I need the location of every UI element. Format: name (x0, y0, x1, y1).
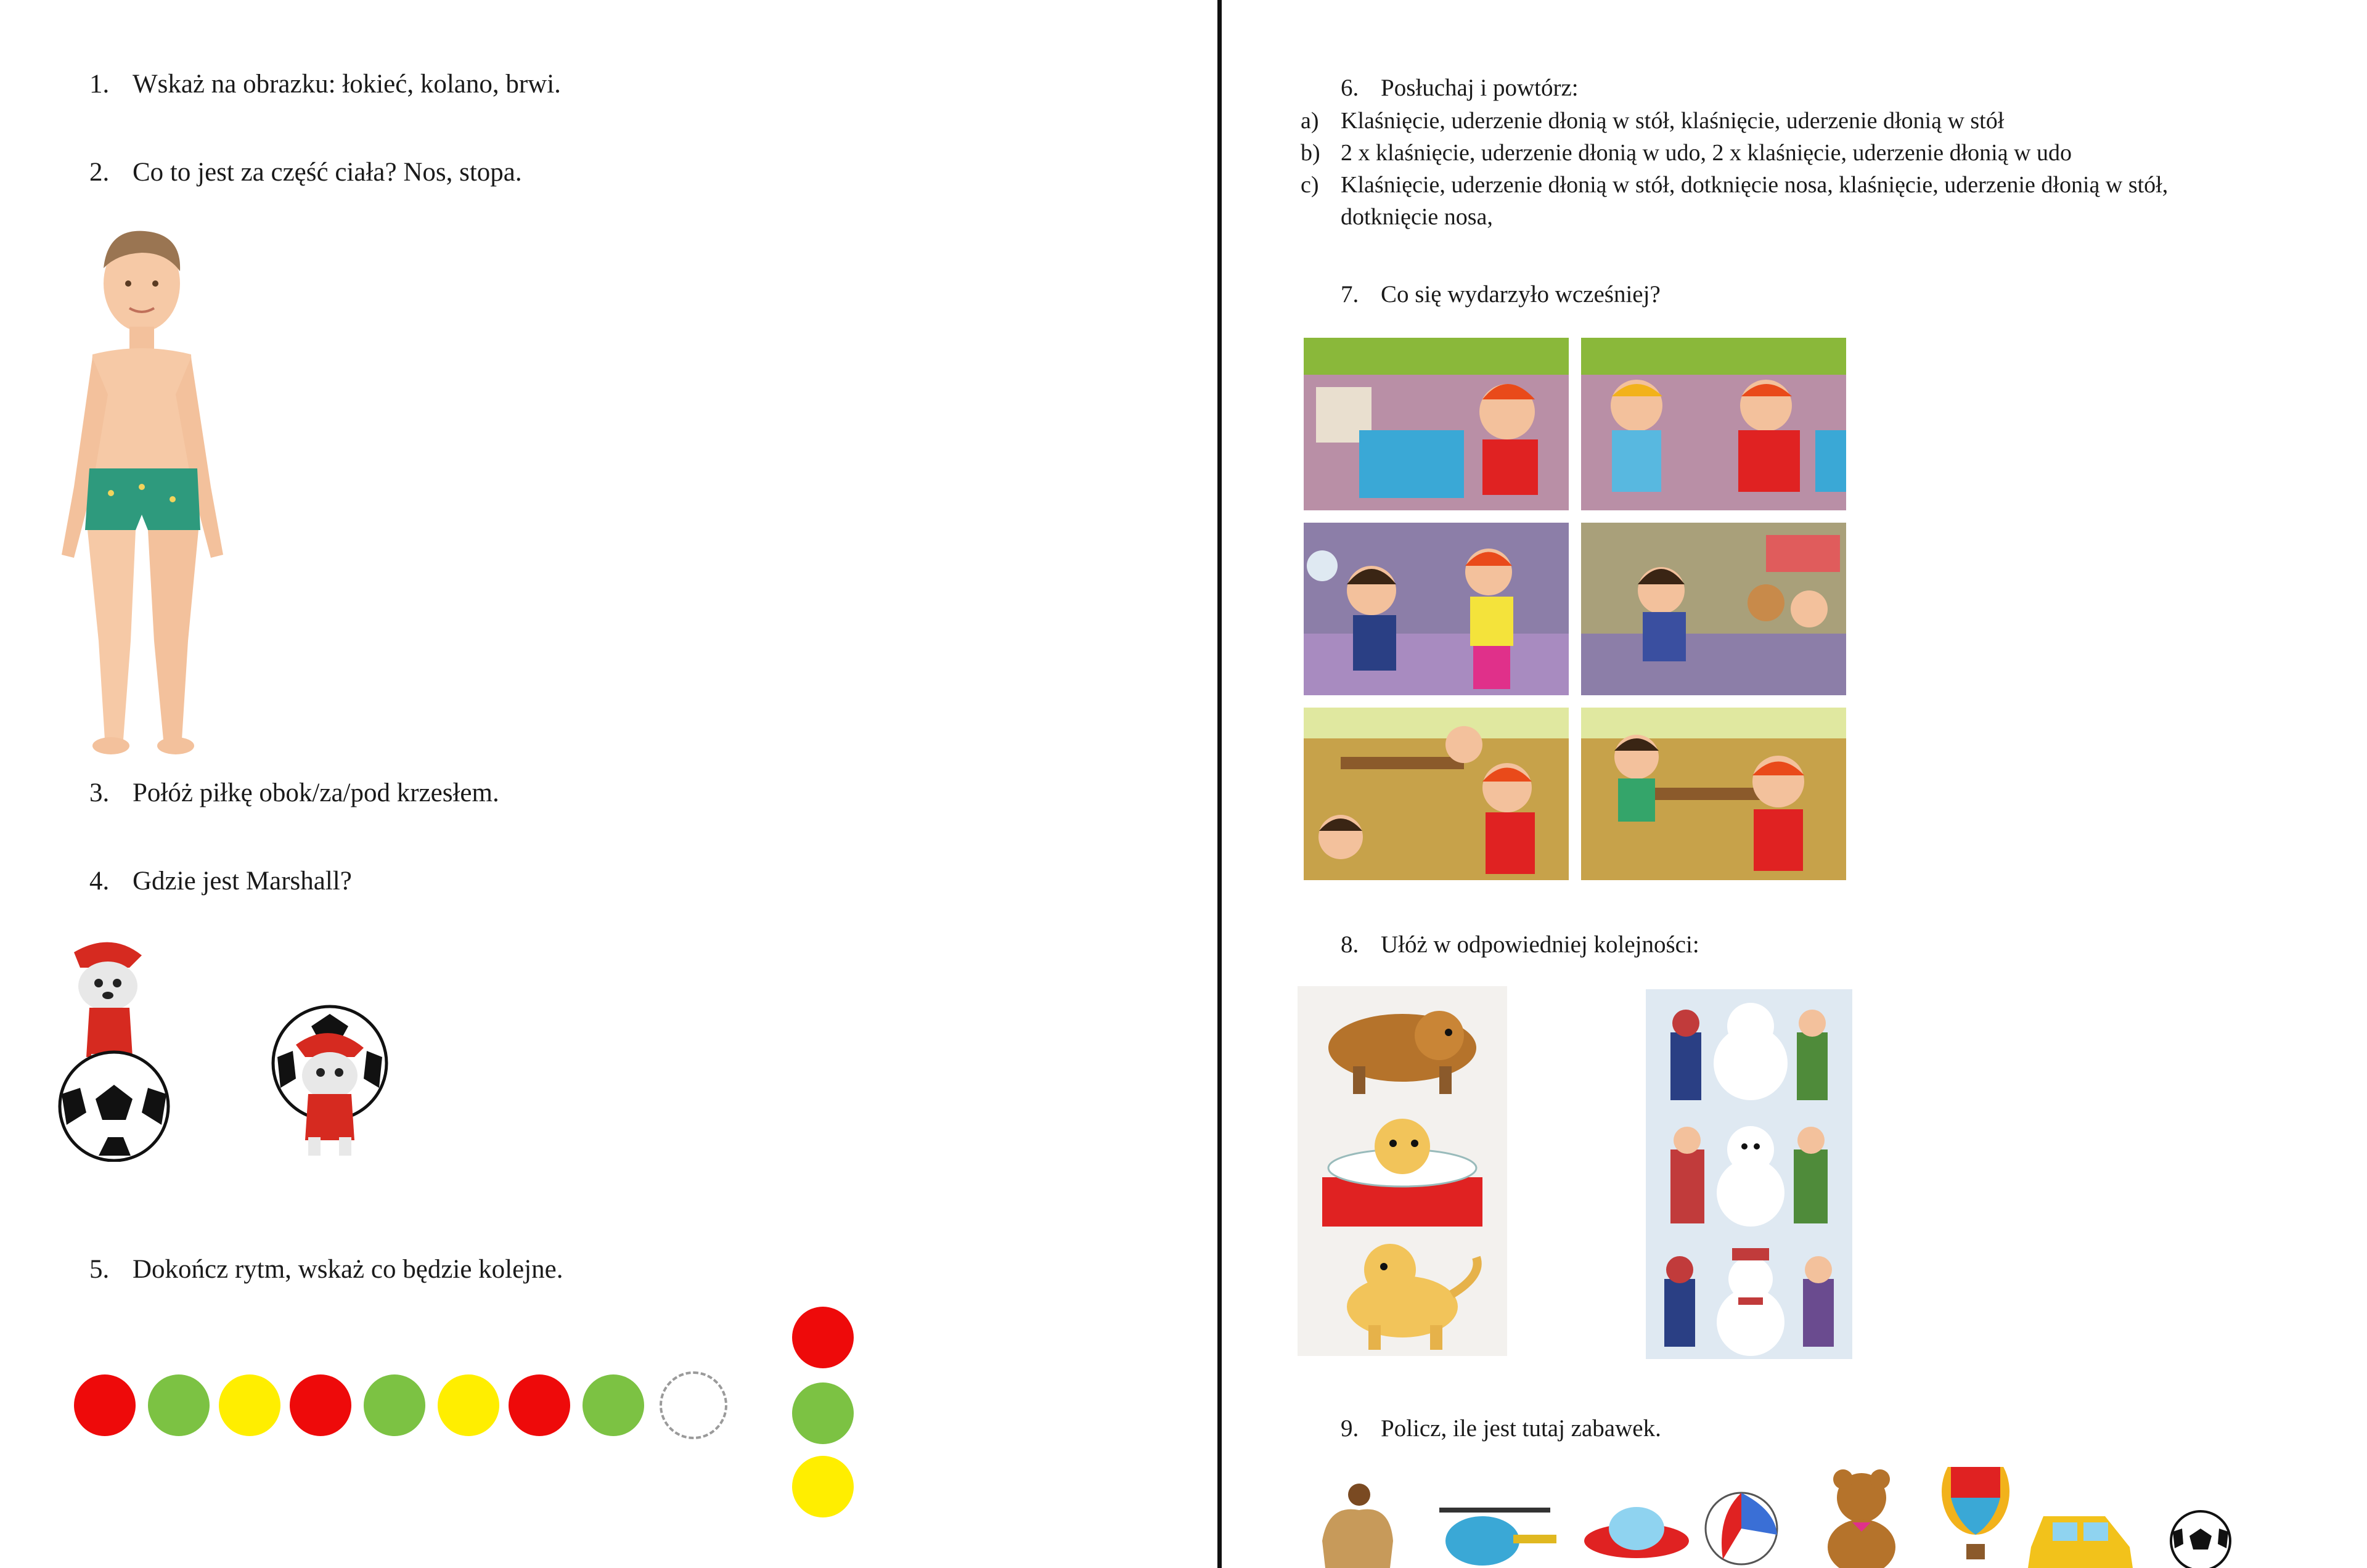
rhythm-dot (74, 1374, 136, 1436)
rhythm-dot (509, 1374, 570, 1436)
question-text: Ułóż w odpowiedniej kolejności: (1381, 931, 1699, 958)
rhythm-dot (364, 1374, 425, 1436)
sequence-panel (1670, 1126, 1828, 1227)
story-panel (1581, 708, 1846, 880)
question-5 (89, 1254, 563, 1284)
rhythm-dot (290, 1374, 351, 1436)
question-3 (89, 778, 499, 808)
question-text: Policz, ile jest tutaj zabawek. (1381, 1415, 1661, 1442)
list-item-continuation (1301, 201, 2349, 233)
story-panel (1304, 338, 1569, 510)
question-text: Posłuchaj i powtórz: (1381, 75, 1579, 101)
list-item (1301, 137, 2349, 169)
story-panel (1581, 523, 1846, 695)
page-divider (1217, 0, 1222, 1568)
right-page (1224, 0, 2367, 1568)
rhythm-dot (583, 1374, 644, 1436)
hot-air-balloon-icon (1942, 1467, 2009, 1559)
question-number: 2. (89, 158, 110, 187)
list-item-text: Klaśnięcie, uderzenie dłonią w stół, klaśnięcie, uderzenie dłonią w stół (1341, 108, 2005, 134)
beach-ball-icon (1706, 1493, 1777, 1564)
question-7 (1341, 280, 1661, 308)
sequence-panel (1670, 1003, 1828, 1100)
list-item-text: 2 x klaśnięcie, uderzenie dłonią w udo, 2 x klaśnięcie, uderzenie dłonią w udo (1341, 140, 2072, 166)
question-9 (1341, 1415, 1661, 1442)
question-number: 9. (1341, 1415, 1359, 1442)
answer-option-dot[interactable] (792, 1456, 854, 1517)
question-text: Wskaż na obrazku: łokieć, kolano, brwi. (133, 70, 561, 99)
rhythm-blank-slot[interactable] (660, 1371, 727, 1439)
question-number: 3. (89, 778, 110, 807)
question-6 (1341, 74, 1579, 102)
question-text: Gdzie jest Marshall? (133, 867, 352, 896)
rhythm-dot (148, 1374, 210, 1436)
list-item-label: a) (1301, 108, 1319, 134)
ufo-icon (1584, 1507, 1689, 1558)
marshall-behind-ball-picture (271, 1002, 394, 1162)
list-item-label: b) (1301, 140, 1320, 166)
story-panel (1304, 708, 1569, 880)
question-text: Co to jest za część ciała? Nos, stopa. (133, 158, 522, 187)
story-picture-grid (1304, 338, 1846, 880)
question-number: 4. (89, 867, 110, 896)
boy-body-illustration (49, 210, 247, 764)
answer-option-dot[interactable] (792, 1382, 854, 1444)
question-number: 5. (89, 1255, 110, 1284)
toy-bag-icon (1322, 1484, 1393, 1568)
answer-option-dot[interactable] (792, 1307, 854, 1368)
list-item-text: dotknięcie nosa, (1341, 204, 1493, 230)
rhythm-dot (438, 1374, 499, 1436)
question-1 (89, 69, 561, 99)
marshall-on-ball-picture (55, 934, 179, 1162)
question-8 (1341, 931, 1699, 958)
list-item-text: Klaśnięcie, uderzenie dłonią w stół, dotknięcie nosa, klaśnięcie, uderzenie dłonią w stół, (1341, 172, 2169, 198)
snowman-sequence-picture (1646, 989, 1852, 1359)
story-panel (1581, 338, 1846, 510)
sequence-panel (1664, 1248, 1834, 1356)
helicopter-icon (1439, 1510, 1556, 1566)
list-item (1301, 169, 2349, 201)
question-number: 1. (89, 70, 110, 99)
dog-bath-sequence-picture (1298, 986, 1507, 1356)
story-panel (1304, 523, 1569, 695)
question-6-list (1301, 105, 2349, 233)
list-item-label: c) (1301, 172, 1319, 198)
teddy-bear-icon (1828, 1469, 1895, 1568)
question-text: Dokończ rytm, wskaż co będzie kolejne. (133, 1255, 563, 1284)
football-icon (2171, 1511, 2230, 1568)
toy-car-icon (2028, 1516, 2133, 1568)
question-2 (89, 157, 522, 187)
question-4 (89, 866, 352, 896)
question-number: 8. (1341, 931, 1359, 958)
question-number: 6. (1341, 75, 1359, 101)
toys-row (1316, 1467, 2364, 1568)
question-number: 7. (1341, 281, 1359, 308)
rhythm-dot (219, 1374, 280, 1436)
question-text: Co się wydarzyło wcześniej? (1381, 281, 1661, 308)
question-text: Połóż piłkę obok/za/pod krzesłem. (133, 778, 499, 807)
list-item (1301, 105, 2349, 137)
